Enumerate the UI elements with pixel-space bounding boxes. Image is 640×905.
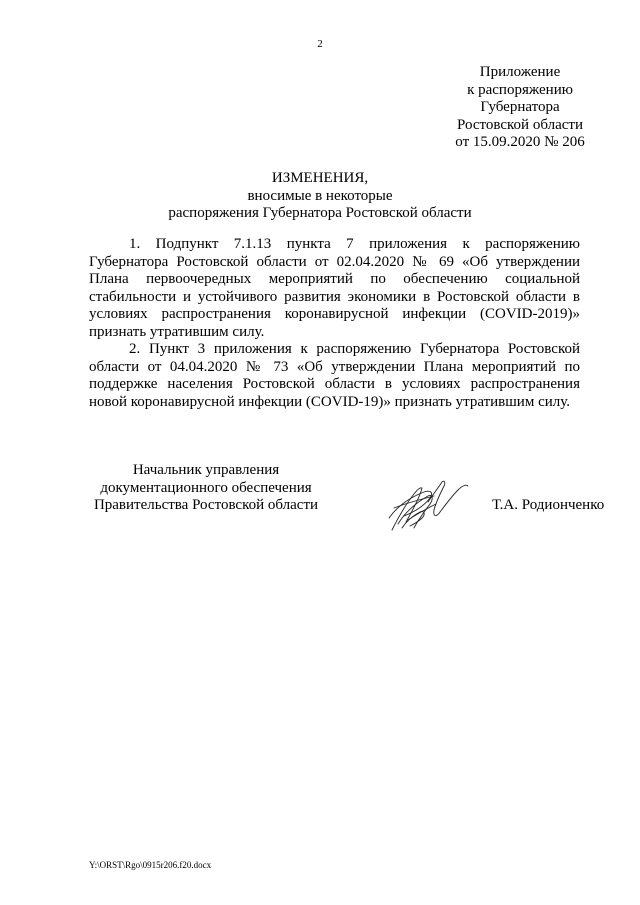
position-line: документационного обеспечения [100,479,312,496]
appendix-line: от 15.09.2020 № 206 [455,134,585,150]
file-path: Y:\ORST\Rgo\0915r206.f20.docx [89,860,212,870]
position-line: Правительства Ростовской области [93,497,319,513]
signatory-position [86,462,326,515]
handwritten-signature [384,478,470,536]
position-line: Начальник управления [132,462,280,478]
signatory-name: Т.А. Родионченко [492,497,605,513]
page-number: 2 [317,38,323,50]
document-body [89,236,580,411]
appendix-block [440,64,600,152]
appendix-line: Губернатора [480,99,560,115]
appendix-line: Ростовской области [457,116,583,133]
appendix-line: к распоряжению [467,81,573,98]
appendix-line: Приложение [479,64,561,80]
item-paragraph: 1. Подпункт 7.1.13 пункта 7 приложения к распоряжению Губернатора Ростовской области от 02.04.2020 № 69 «Об утверждении Плана первоочередных мероприятий по обеспечению социальной стабильности и устойчивого развития экономики в Ростовской области в условиях распространения коронавирусной инфекции (COVID-2019)» признать утратившим силу. [89,236,580,340]
item-paragraph: 2. Пункт 3 приложения к распоряжению Губернатора Ростовской области от 04.04.2020 № 73 «Об утверждении Плана мероприятий по поддержке населения Ростовской области в условиях распространения новой коронавирусной инфекции (COVID-19)» признать утратившим силу. [89,341,580,410]
title-line: распоряжения Губернатора Ростовской области [168,205,472,221]
document-title [0,170,640,223]
title-heading: ИЗМЕНЕНИЯ, [271,170,369,186]
title-line: вносимые в некоторые [247,187,393,204]
